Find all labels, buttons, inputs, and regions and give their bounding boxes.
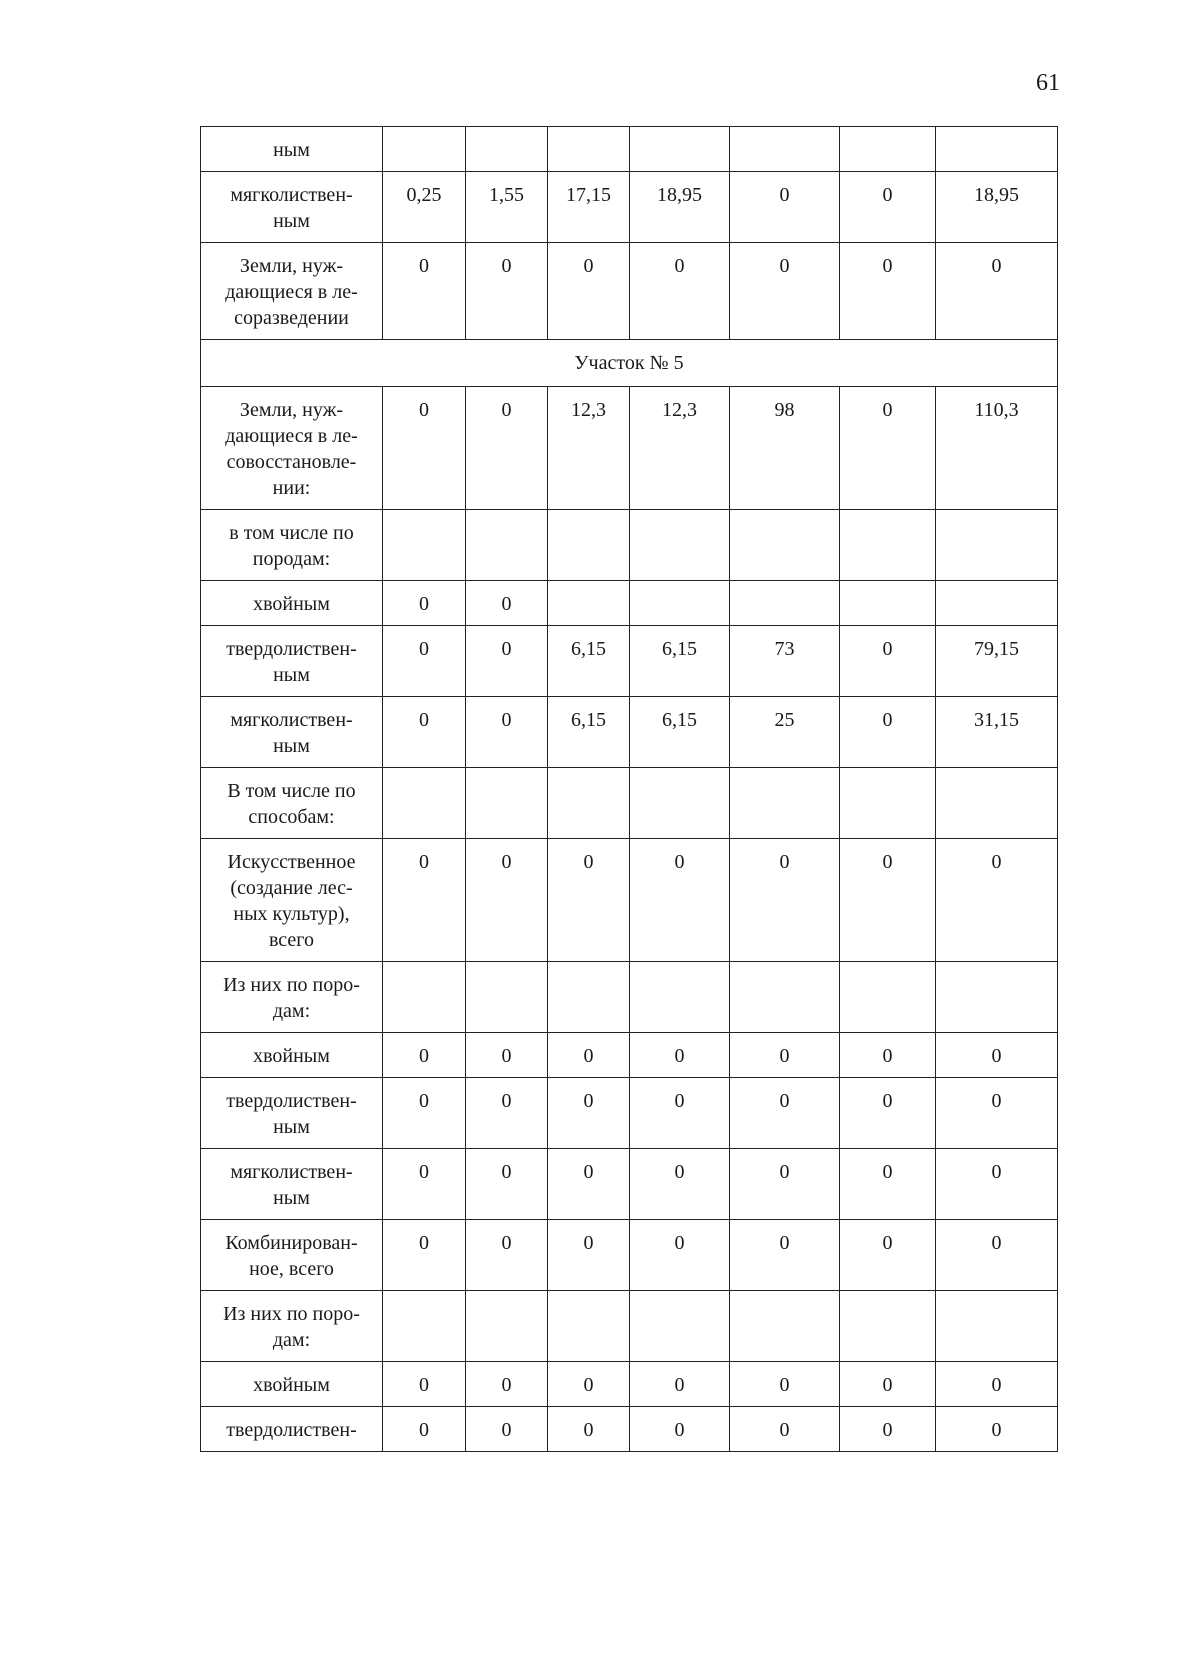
table-row [201,1220,1058,1291]
table-cell: 0 [730,243,840,340]
table-cell: 0 [630,243,730,340]
table-cell: 0 [730,1220,840,1291]
row-label: хвойным [201,1033,383,1078]
table-cell: 0 [466,1149,548,1220]
table-cell: 0 [630,1220,730,1291]
table-cell [466,127,548,172]
table-cell [936,581,1058,626]
table-cell: 0 [383,581,466,626]
row-label: мягколиствен- ным [201,172,383,243]
row-label: В том числе по способам: [201,768,383,839]
table-cell [630,768,730,839]
table-cell [936,127,1058,172]
row-label: Земли, нуж- дающиеся в ле- совосстановле- нии: [201,387,383,510]
table-cell [936,1291,1058,1362]
table-row [201,581,1058,626]
row-label: твердолиствен- ным [201,626,383,697]
table-cell [383,768,466,839]
table-cell: 1,55 [466,172,548,243]
table-cell: 0 [730,1362,840,1407]
table-cell: 0 [630,1362,730,1407]
table-cell: 0 [383,626,466,697]
table-cell [466,510,548,581]
table-row [201,962,1058,1033]
table-cell: 73 [730,626,840,697]
page-number: 61 [1036,70,1060,96]
row-label: Из них по поро- дам: [201,962,383,1033]
table-cell: 0 [630,1407,730,1452]
table-cell [548,768,630,839]
table-row [201,1078,1058,1149]
table-cell [730,510,840,581]
table-cell: 0 [936,1149,1058,1220]
table-cell: 0 [730,1078,840,1149]
table-cell: 98 [730,387,840,510]
table-row [201,768,1058,839]
row-label: мягколиствен- ным [201,697,383,768]
section-title: Участок № 5 [201,340,1058,387]
table-cell: 0 [730,1033,840,1078]
table-row [201,243,1058,340]
table-cell: 0 [466,839,548,962]
table-cell: 0 [466,1033,548,1078]
table-row [201,1407,1058,1452]
table-cell [730,768,840,839]
table-cell [936,962,1058,1033]
table-cell: 0 [383,387,466,510]
table-cell [840,1291,936,1362]
table-cell [466,1291,548,1362]
row-label: в том числе по породам: [201,510,383,581]
table-cell [466,962,548,1033]
row-label: хвойным [201,581,383,626]
table-cell: 0 [840,626,936,697]
table-cell [630,1291,730,1362]
table-cell [383,127,466,172]
table-cell: 0 [466,1078,548,1149]
table-cell [730,581,840,626]
table-cell [840,127,936,172]
table-cell: 0 [466,243,548,340]
table-row [201,172,1058,243]
table-cell [548,962,630,1033]
table-cell: 0 [548,1149,630,1220]
table-cell: 0 [730,1149,840,1220]
table-cell: 0 [383,1078,466,1149]
row-label: хвойным [201,1362,383,1407]
table-cell: 0 [840,697,936,768]
table-cell [548,581,630,626]
forest-land-table [200,126,1058,1452]
table-cell: 0 [630,1033,730,1078]
table-cell: 0 [840,172,936,243]
table-cell: 6,15 [548,697,630,768]
table-cell [840,768,936,839]
table-cell [840,510,936,581]
table-cell [383,962,466,1033]
row-label: мягколиствен- ным [201,1149,383,1220]
table-cell: 0 [466,1362,548,1407]
table-cell: 0 [840,1362,936,1407]
table-cell [936,768,1058,839]
table-cell [840,962,936,1033]
table-row [201,697,1058,768]
row-label: Из них по поро- дам: [201,1291,383,1362]
table-cell: 0 [466,1407,548,1452]
table-cell: 0 [840,387,936,510]
table-cell: 0 [840,1220,936,1291]
table-cell [936,510,1058,581]
table-cell [730,1291,840,1362]
table-row [201,510,1058,581]
table-cell: 0 [936,1033,1058,1078]
table-cell: 0 [730,172,840,243]
table-cell: 0 [548,1033,630,1078]
table-cell [466,768,548,839]
table-row [201,1149,1058,1220]
table-cell [630,127,730,172]
table-cell: 0 [840,1078,936,1149]
table-cell: 0 [936,1220,1058,1291]
table-cell: 79,15 [936,626,1058,697]
table-cell: 0 [466,387,548,510]
table-cell: 0 [936,839,1058,962]
table-row [201,127,1058,172]
table-cell: 110,3 [936,387,1058,510]
table-row [201,1033,1058,1078]
table-cell: 0 [730,839,840,962]
table-cell: 12,3 [630,387,730,510]
table-cell: 0 [840,243,936,340]
table-cell: 0 [730,1407,840,1452]
table-cell: 0 [936,1407,1058,1452]
table-cell: 31,15 [936,697,1058,768]
row-label: Комбинирован- ное, всего [201,1220,383,1291]
table-cell: 0 [383,1033,466,1078]
table-cell: 6,15 [630,697,730,768]
table-row [201,626,1058,697]
table-cell [383,1291,466,1362]
table-cell [383,510,466,581]
row-label: твердолиствен- ным [201,1078,383,1149]
table-cell: 0 [840,1033,936,1078]
table-cell: 0 [548,839,630,962]
table-cell: 0 [383,1362,466,1407]
table-cell [548,1291,630,1362]
table-cell: 18,95 [936,172,1058,243]
section-row [201,340,1058,387]
table-row [201,1291,1058,1362]
table-cell: 0 [840,1149,936,1220]
table-cell [630,581,730,626]
table-row [201,1362,1058,1407]
table-cell: 0,25 [383,172,466,243]
row-label: Искусственное (создание лес- ных культур), всего [201,839,383,962]
table-row [201,839,1058,962]
table-cell: 0 [466,697,548,768]
table-cell: 0 [548,243,630,340]
table-row [201,387,1058,510]
table-cell: 17,15 [548,172,630,243]
row-label: Земли, нуж- дающиеся в ле- соразведении [201,243,383,340]
table-cell: 0 [840,1407,936,1452]
table-cell: 18,95 [630,172,730,243]
table-cell: 0 [936,1078,1058,1149]
table-cell: 0 [936,1362,1058,1407]
table-cell: 6,15 [630,626,730,697]
table-cell [840,581,936,626]
table-cell: 25 [730,697,840,768]
table-cell: 0 [383,839,466,962]
row-label: ным [201,127,383,172]
table-cell: 0 [383,1149,466,1220]
table-cell: 0 [548,1220,630,1291]
table-cell: 0 [840,839,936,962]
table-cell: 0 [630,1149,730,1220]
table-cell [548,127,630,172]
table-cell: 0 [383,243,466,340]
table-cell: 0 [936,243,1058,340]
table-cell [548,510,630,581]
table-cell: 0 [548,1407,630,1452]
table-cell: 0 [630,839,730,962]
table-cell [630,510,730,581]
table-cell [730,962,840,1033]
table-cell: 0 [548,1078,630,1149]
table-cell: 0 [548,1362,630,1407]
table-cell: 0 [383,1407,466,1452]
table-cell [730,127,840,172]
table-cell: 12,3 [548,387,630,510]
table-cell: 6,15 [548,626,630,697]
table-cell: 0 [383,697,466,768]
table-cell [630,962,730,1033]
table-cell: 0 [466,626,548,697]
table-cell: 0 [630,1078,730,1149]
row-label: твердолиствен- [201,1407,383,1452]
table-cell: 0 [383,1220,466,1291]
table-cell: 0 [466,1220,548,1291]
table-cell: 0 [466,581,548,626]
